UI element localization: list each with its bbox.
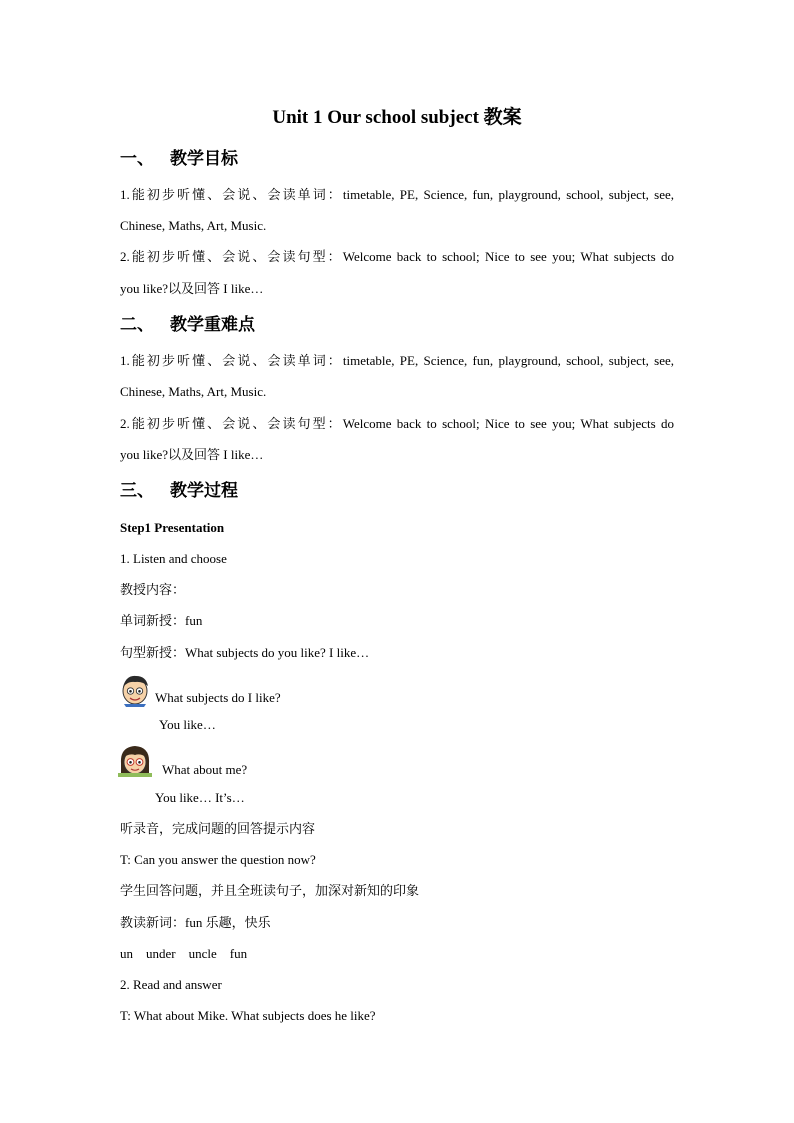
section-number: 二、 [120, 315, 154, 334]
document-title: Unit 1 Our school subject 教案 [272, 107, 522, 128]
new-word: 单词新授：fun [120, 613, 203, 628]
girl-character-icon [118, 743, 152, 777]
step-heading: Step1 Presentation [120, 520, 225, 535]
section-number: 三、 [120, 481, 154, 500]
section-title: 教学目标 [170, 149, 238, 168]
objective-2-line-2: you like?以及回答 I like… [120, 281, 264, 296]
content-label: 教授内容： [120, 582, 186, 597]
boy-character-icon [118, 673, 152, 707]
key-point-1-line-1: 1.能初步听懂、会说、会读单词：timetable, PE, Science, fun, playground, school, subject, see, [120, 353, 674, 368]
section-heading-key-points [120, 314, 255, 336]
objective-2-line-1: 2.能初步听懂、会说、会读句型：Welcome back to school; Nice to see you; What subjects do [120, 249, 674, 264]
listening-task: 听录音，完成问题的回答提示内容 [120, 821, 316, 836]
phonics-words: un under uncle fun [120, 946, 248, 961]
section-title: 教学重难点 [170, 315, 255, 334]
dialog-question-2: What about me? [162, 762, 248, 777]
activity-1: 1. Listen and choose [120, 551, 227, 566]
objective-1-line-1: 1.能初步听懂、会说、会读单词：timetable, PE, Science, fun, playground, school, subject, see, [120, 187, 674, 202]
section-number: 一、 [120, 149, 154, 168]
section-title: 教学过程 [170, 481, 238, 500]
dialog-answer-1: You like… [159, 717, 216, 732]
teacher-question-2: T: What about Mike. What subjects does he like? [120, 1008, 376, 1023]
student-task: 学生回答问题，并且全班读句子，加深对新知的印象 [120, 883, 420, 898]
key-point-2-line-2: you like?以及回答 I like… [120, 447, 264, 462]
new-pattern: 句型新授：What subjects do you like? I like… [120, 645, 370, 660]
teacher-question-1: T: Can you answer the question now? [120, 852, 316, 867]
key-point-1-line-2: Chinese, Maths, Art, Music. [120, 384, 267, 399]
section-heading-objectives [120, 148, 238, 170]
objective-1-line-2: Chinese, Maths, Art, Music. [120, 218, 267, 233]
activity-2: 2. Read and answer [120, 977, 222, 992]
teach-new-word: 教读新词：fun 乐趣，快乐 [120, 915, 271, 930]
section-heading-process [120, 480, 238, 502]
key-point-2-line-1: 2.能初步听懂、会说、会读句型：Welcome back to school; Nice to see you; What subjects do [120, 416, 674, 431]
dialog-question-1: What subjects do I like? [155, 690, 281, 705]
dialog-answer-2: You like… It’s… [155, 790, 245, 805]
